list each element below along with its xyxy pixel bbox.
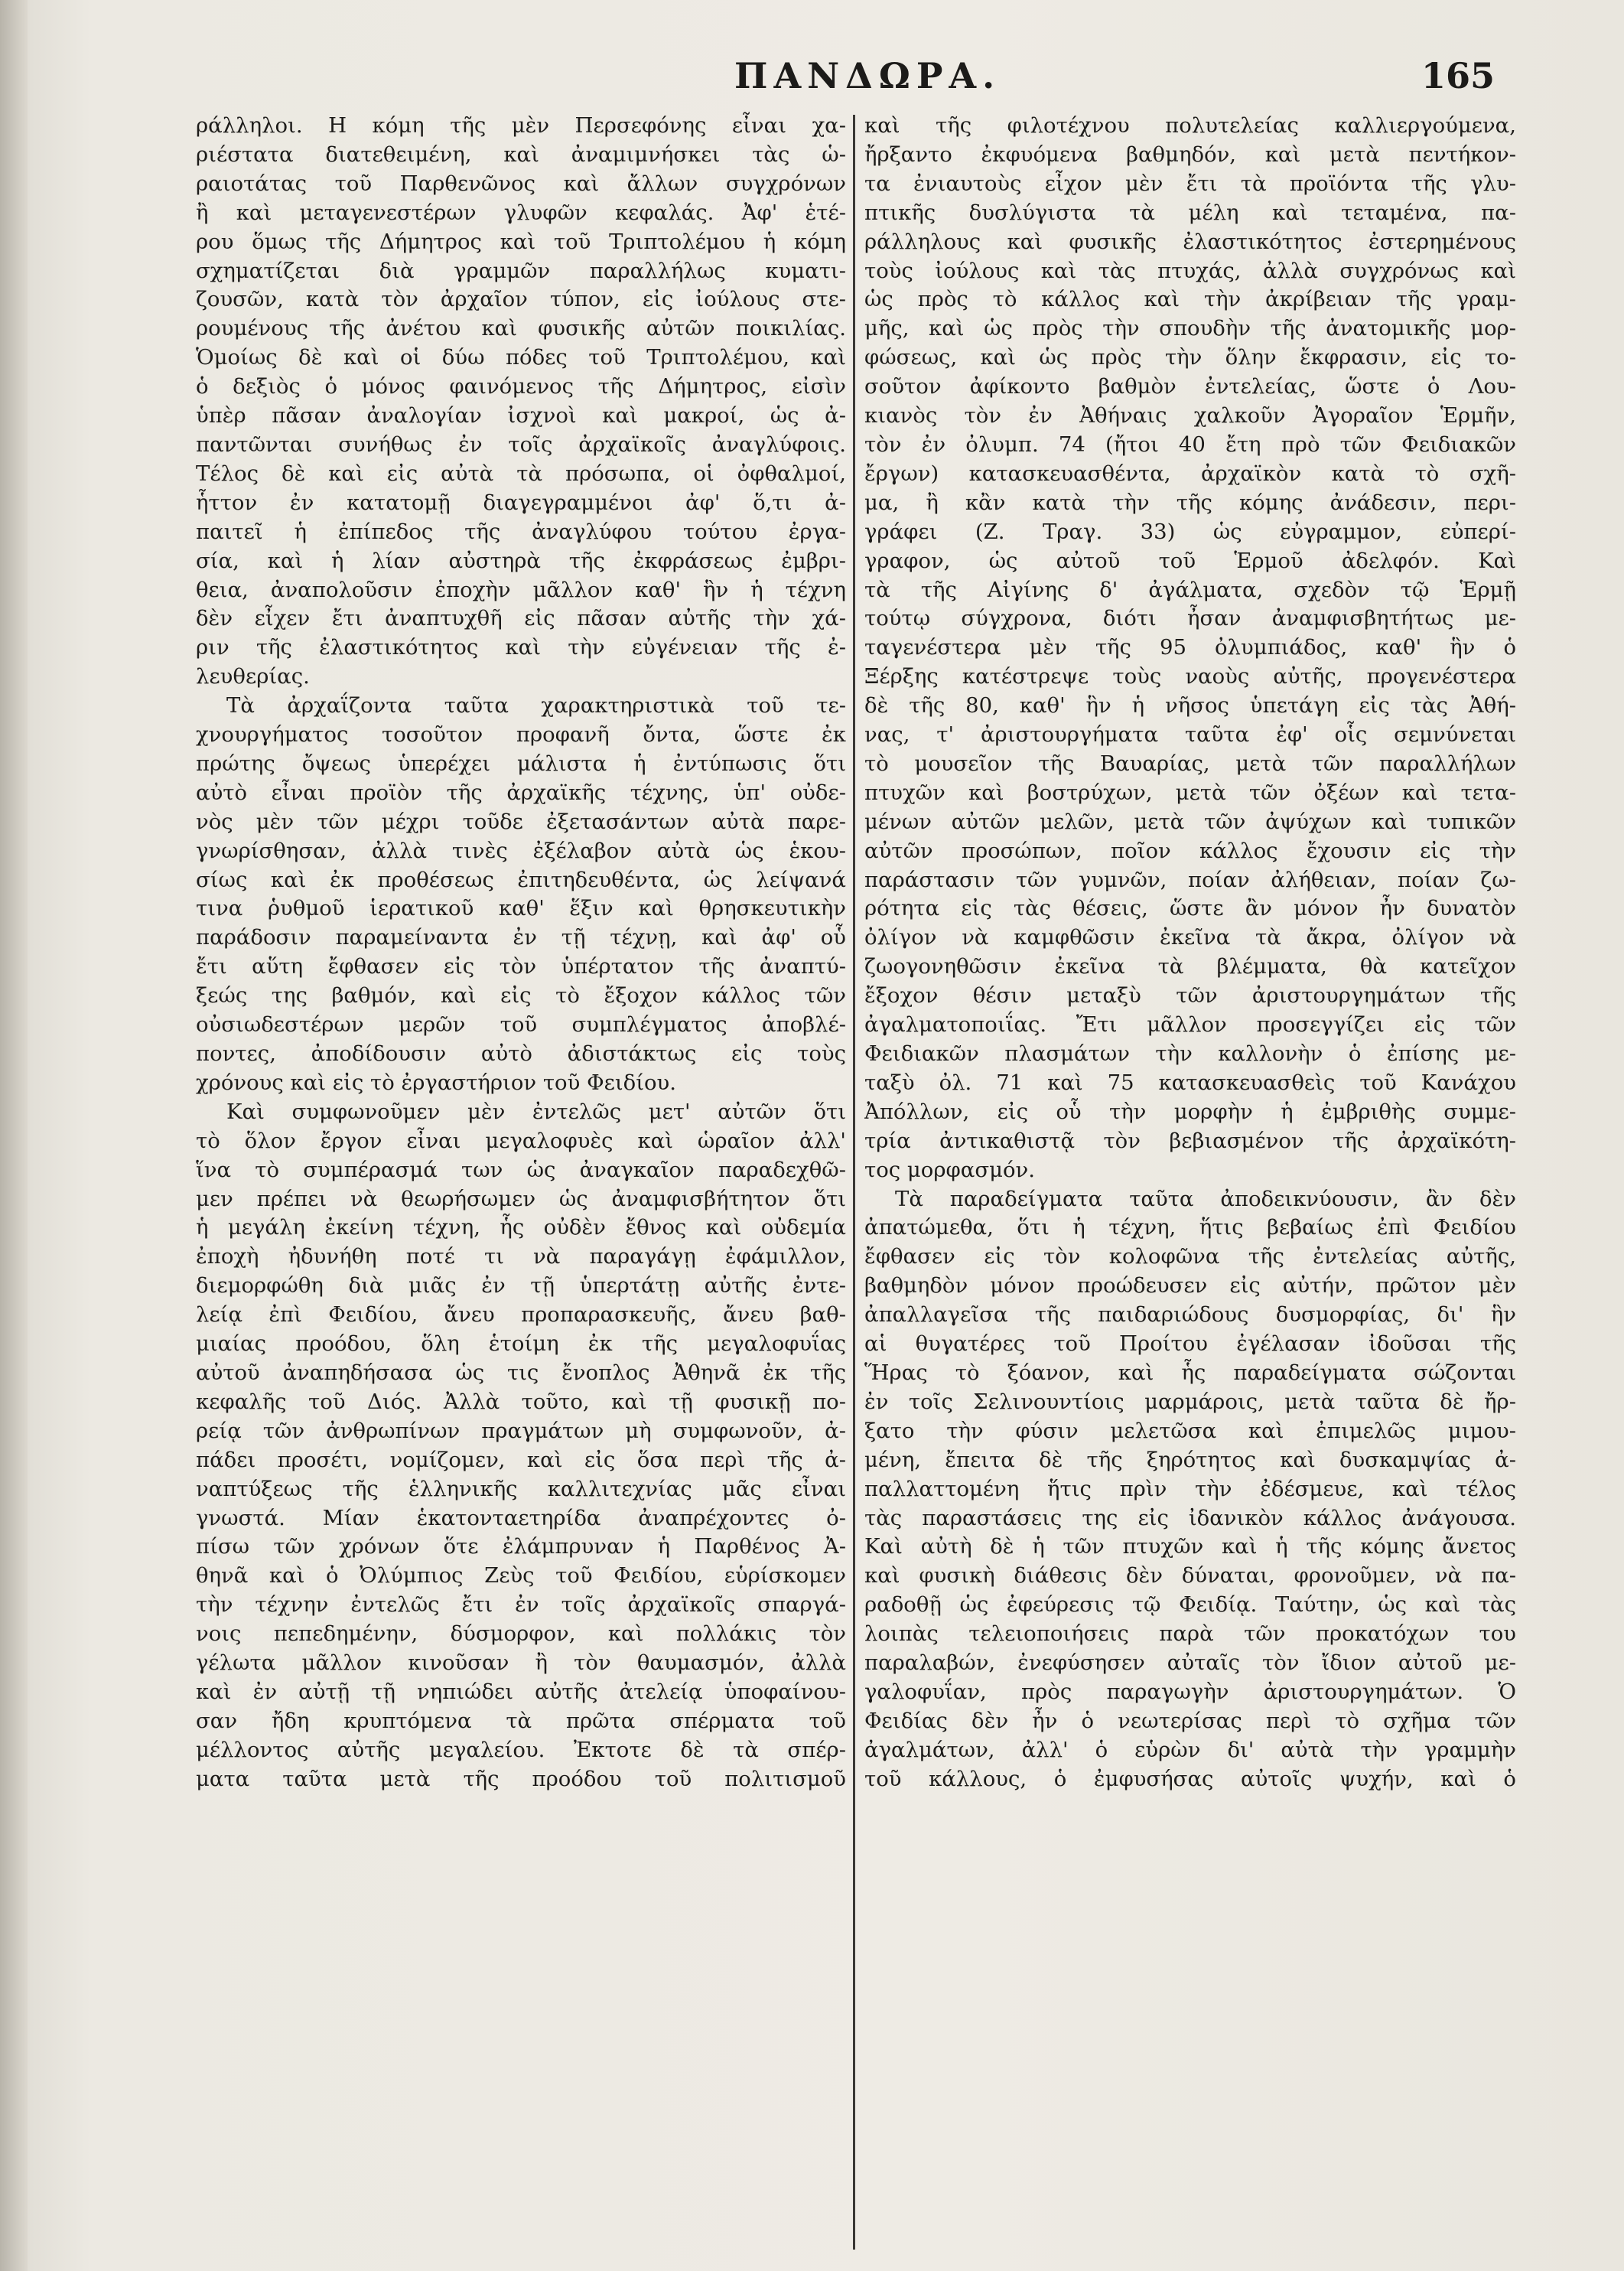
text-line: παράδοσιν παραμείναντα ἐν τῇ τέχνῃ, καὶ ἀφ' οὗ xyxy=(196,925,846,950)
text-line: μένη, ἔπειτα δὲ τῆς ξηρότητος καὶ δυσκαμψίας ἀ- xyxy=(864,1447,1516,1472)
text-line: αὐτὸ εἶναι προϊὸν τῆς ἀρχαϊκῆς τέχνης, ὑπ' οὐδε- xyxy=(196,780,846,805)
text-line: γνωρίσθησαν, ἀλλὰ τινὲς ἐξέλαβον αὐτὰ ὡς ἑκου- xyxy=(196,838,846,863)
text-line: ἀπαλλαγεῖσα τῆς παιδαριώδους δυσμορφίας, δι' ἣν xyxy=(864,1302,1516,1328)
text-line: γράφει (Ζ. Τραγ. 33) ὡς εὐγραμμον, εὐπερί- xyxy=(864,519,1516,544)
text-line: Καὶ αὐτὴ δὲ ἡ τῶν πτυχῶν καὶ ἡ τῆς κόμης ἄνετος xyxy=(864,1534,1516,1559)
text-line: δὲ τῆς 80, καθ' ἣν ἡ νῆσος ὑπετάγη εἰς τὰς Ἀθή- xyxy=(864,693,1516,718)
text-line: νοις πεπεδημένην, δύσμορφον, καὶ πολλάκις τὸν xyxy=(196,1621,846,1647)
text-line: τούτῳ σύγχρονα, διότι ἦσαν ἀναμφισβητήτως με- xyxy=(864,606,1516,631)
text-line: ἤρξαντο ἐκφυόμενα βαθμηδόν, καὶ μετὰ πεντήκον- xyxy=(864,142,1516,167)
text-line: ἐποχὴ ἠδυνήθη ποτέ τι νὰ παραγάγῃ ἐφάμιλλον, xyxy=(196,1244,846,1269)
text-line: βαθμηδὸν μόνον προώδευσεν εἰς αὐτήν, πρῶτον μὲν xyxy=(864,1273,1516,1298)
text-line: κεφαλῆς τοῦ Διός. Ἀλλὰ τοῦτο, καὶ τῇ φυσικῇ πο- xyxy=(196,1389,846,1414)
column-divider xyxy=(853,115,855,2250)
text-line: καὶ φυσικὴ διάθεσις δὲν δύναται, φρονοῦμεν, νὰ πα- xyxy=(864,1563,1516,1588)
text-line: καὶ ἐν αὐτῇ τῇ νηπιώδει αὐτῆς ἀτελείᾳ ὑποφαίνου- xyxy=(196,1679,846,1704)
text-line: σία, καὶ ἡ λίαν αὐστηρὰ τῆς ἐκφράσεως ἐμβρι- xyxy=(196,548,846,573)
text-line: τινα ῥυθμοῦ ἱερατικοῦ καθ' ἕξιν καὶ θρησκευτικὴν xyxy=(196,896,846,921)
text-line: παντῶνται συνήθως ἐν τοῖς ἀρχαϊκοῖς ἀναγλύφοις. xyxy=(196,432,846,457)
left-column xyxy=(196,112,846,2254)
text-line: ἧττον ἐν κατατομῇ διαγεγραμμένοι ἀφ' ὅ,τι ἀ- xyxy=(196,490,846,515)
text-line: μῆς, καὶ ὡς πρὸς τὴν σπουδὴν τῆς ἀνατομικῆς μορ- xyxy=(864,316,1516,341)
text-line: τὸν ἐν ὀλυμπ. 74 (ἤτοι 40 ἔτη πρὸ τῶν Φειδιακῶν xyxy=(864,432,1516,457)
text-line: μεν πρέπει νὰ θεωρήσωμεν ὡς ἀναμφισβήτητον ὅτι xyxy=(196,1186,846,1211)
text-line: ἀγαλμάτων, ἀλλ' ὁ εὑρὼν δι' αὐτὰ τὴν γραμμὴν xyxy=(864,1737,1516,1762)
text-line: ξεώς της βαθμόν, καὶ εἰς τὸ ἔξοχον κάλλος τῶν xyxy=(196,983,846,1008)
text-line: οὐσιωδεστέρων μερῶν τοῦ συμπλέγματος ἀποβλέ- xyxy=(196,1012,846,1038)
text-line: διεμορφώθη διὰ μιᾶς ἐν τῇ ὑπερτάτῃ αὐτῆς ἐντε- xyxy=(196,1273,846,1298)
text-line: ἔφθασεν εἰς τὸν κολοφῶνα τῆς ἐντελείας αὐτῆς, xyxy=(864,1244,1516,1269)
text-line: ὡς πρὸς τὸ κάλλος καὶ τὴν ἀκρίβειαν τῆς γραμ- xyxy=(864,287,1516,312)
text-line: νας, τ' ἀριστουργήματα ταῦτα ἐφ' οἷς σεμνύνεται xyxy=(864,722,1516,748)
text-line: τος μορφασμόν. xyxy=(864,1157,1035,1182)
text-line: παράστασιν τῶν γυμνῶν, ποίαν ἀλήθειαν, ποίαν ζω- xyxy=(864,867,1516,892)
text-line: ράλληλοι. Η κόμη τῆς μὲν Περσεφόνης εἶναι χα- xyxy=(196,113,846,138)
text-line: παλλαττομένη ἥτις πρὶν τὴν ἐδέσμευε, καὶ τέλος xyxy=(864,1476,1516,1501)
text-line: ἔργων) κατασκευασθέντα, ἀρχαϊκὸν κατὰ τὸ σχῆ- xyxy=(864,461,1516,486)
text-line: ζωογονηθῶσιν ἐκεῖνα τὰ βλέμματα, θὰ κατεῖχον xyxy=(864,954,1516,979)
text-line: πάδει προσέτι, νομίζομεν, καὶ εἰς ὅσα περὶ τῆς ἀ- xyxy=(196,1447,846,1472)
text-line: θεια, ἀναπολοῦσιν ἐποχὴν μᾶλλον καθ' ἣν ἡ τέχνη xyxy=(196,577,846,602)
text-line: ἡ μεγάλη ἐκείνη τέχνη, ἧς οὐδὲν ἔθνος καὶ οὐδεμία xyxy=(196,1215,846,1240)
text-line: πρώτης ὄψεως ὑπερέχει μάλιστα ἡ ἐντύπωσις ὅτι xyxy=(196,751,846,776)
text-line: Ξέρξης κατέστρεψε τοὺς ναοὺς αὐτῆς, προγενέστερα xyxy=(864,664,1516,689)
text-line: ρου ὅμως τῆς Δήμητρος καὶ τοῦ Τριπτολέμου ἡ κόμη xyxy=(196,229,846,254)
text-line: λευθερίας. xyxy=(196,664,310,689)
text-line: τὸ ὅλον ἔργον εἶναι μεγαλοφυὲς καὶ ὡραῖον ἀλλ' xyxy=(196,1128,846,1153)
text-line: ριν τῆς ἐλαστικότητος καὶ τὴν εὐγένειαν τῆς ἐ- xyxy=(196,635,846,660)
text-line: κιανὸς τὸν ἐν Ἀθήναις χαλκοῦν Ἀγοραῖον Ἑρμῆν, xyxy=(864,403,1516,428)
text-line: σαν ἤδη κρυπτόμενα τὰ πρῶτα σπέρματα τοῦ xyxy=(196,1708,846,1733)
text-line: ὑπὲρ πᾶσαν ἀναλογίαν ἰσχνοὶ καὶ μακροί, ὡς ἀ- xyxy=(196,403,846,428)
text-line: Τὰ ἀρχαΐζοντα ταῦτα χαρακτηριστικὰ τοῦ τε- xyxy=(226,693,846,718)
text-line: αὐτοῦ ἀναπηδήσασα ὡς τις ἔνοπλος Ἀθηνᾶ ἐκ τῆς xyxy=(196,1360,846,1385)
text-line: ταγενέστερα μὲν τῆς 95 ὀλυμπιάδος, καθ' ἣν ὁ xyxy=(864,635,1516,660)
text-line: ζουσῶν, κατὰ τὸν ἀρχαῖον τύπον, εἰς ἰούλους στε- xyxy=(196,287,846,312)
text-line: ἀπατώμεθα, ὅτι ἡ τέχνη, ἥτις βεβαίως ἐπὶ Φειδίου xyxy=(864,1215,1516,1240)
text-line: τοῦ κάλλους, ὁ ἐμφυσήσας αὐτοῖς ψυχήν, καὶ ὁ xyxy=(864,1766,1516,1791)
text-line: πτυχῶν καὶ βοστρύχων, μετὰ τῶν ὀξέων καὶ τετα- xyxy=(864,780,1516,805)
text-line: χρόνους καὶ εἰς τὸ ἐργαστήριον τοῦ Φειδίου. xyxy=(196,1070,677,1095)
text-line: ἢ καὶ μεταγενεστέρων γλυφῶν κεφαλάς. Ἀφ' ἑτέ- xyxy=(196,200,846,225)
text-line: τὴν τέχνην ἐντελῶς ἔτι ἐν τοῖς ἀρχαϊκοῖς σπαργά- xyxy=(196,1592,846,1618)
text-line: τρία ἀντικαθιστᾷ τὸν βεβιασμένον τῆς ἀρχαϊκότη- xyxy=(864,1128,1516,1153)
text-line: Καὶ συμφωνοῦμεν μὲν ἐντελῶς μετ' αὐτῶν ὅτι xyxy=(226,1099,846,1124)
text-line: ὀλίγον νὰ καμφθῶσιν ἐκεῖνα τὰ ἄκρα, ὀλίγον νὰ xyxy=(864,925,1516,950)
running-title: ΠΑΝΔΩΡΑ. xyxy=(734,55,1001,96)
text-line: Τέλος δὲ καὶ εἰς αὐτὰ τὰ πρόσωπα, οἱ ὀφθαλμοί, xyxy=(196,461,846,486)
text-line: ρουμένους τῆς ἀνέτου καὶ φυσικῆς αὐτῶν ποικιλίας. xyxy=(196,316,846,341)
text-line: ραδοθῇ ὡς ἐφεύρεσις τῷ Φειδίᾳ. Ταύτην, ὡς καὶ τὰς xyxy=(864,1592,1516,1618)
text-line: τα ἐνιαυτοὺς εἶχον μὲν ἔτι τὰ προϊόντα τῆς γλυ- xyxy=(864,171,1516,196)
text-line: ταξὺ ὀλ. 71 καὶ 75 κατασκευασθεὶς τοῦ Κανάχου xyxy=(864,1070,1516,1095)
text-line: τὸ μουσεῖον τῆς Βαυαρίας, μετὰ τῶν παραλλήλων xyxy=(864,751,1516,776)
text-line: ματα ταῦτα μετὰ τῆς προόδου τοῦ πολιτισμοῦ xyxy=(196,1766,846,1791)
text-line: γνωστά. Μίαν ἑκατονταετηρίδα ἀναπρέχοντες ὀ- xyxy=(196,1505,846,1530)
text-line: ξατο τὴν φύσιν μελετῶσα καὶ ἐπιμελῶς μιμου- xyxy=(864,1418,1516,1443)
text-line: ραιοτάτας τοῦ Παρθενῶνος καὶ ἄλλων συγχρόνων xyxy=(196,171,846,196)
text-line: ὁ δεξιὸς ὁ μόνος φαινόμενος τῆς Δήμητρος, εἰσὶν xyxy=(196,374,846,399)
text-line: ναπτύξεως τῆς ἑλληνικῆς καλλιτεχνίας μᾶς εἶναι xyxy=(196,1476,846,1501)
text-line: παραλαβών, ἐνεφύσησεν αὐταῖς τὸν ἴδιον αὐτοῦ με- xyxy=(864,1650,1516,1676)
right-column xyxy=(864,112,1516,2254)
text-line: λοιπὰς τελειοποιήσεις παρὰ τῶν προκατόχων του xyxy=(864,1621,1516,1647)
text-line: ἔτι αὕτη ἔφθασεν εἰς τὸν ὑπέρτατον τῆς ἀναπτύ- xyxy=(196,954,846,979)
text-line: ποντες, ἀποδίδουσιν αὐτὸ ἀδιστάκτως εἰς τοὺς xyxy=(196,1041,846,1066)
text-line: πίσω τῶν χρόνων ὅτε ἐλάμπρυναν ἡ Παρθένος Ἀ- xyxy=(196,1534,846,1559)
text-line: θηνᾶ καὶ ὁ Ὀλύμπιος Ζεὺς τοῦ Φειδίου, εὑρίσκομεν xyxy=(196,1563,846,1588)
text-line: λείᾳ ἐπὶ Φειδίου, ἄνευ προπαρασκευῆς, ἄνευ βαθ- xyxy=(196,1302,846,1328)
text-line: μένων αὐτῶν μελῶν, μετὰ τῶν ἀψύχων καὶ τυπικῶν xyxy=(864,809,1516,834)
text-line: αἱ θυγατέρες τοῦ Προίτου ἐγέλασαν ἰδοῦσαι τῆς xyxy=(864,1331,1516,1357)
text-line: γραφον, ὡς αὐτοῦ τοῦ Ἑρμοῦ ἀδελφόν. Καὶ xyxy=(864,548,1516,573)
text-line: μα, ἢ κἂν κατὰ τὴν τῆς κόμης ἀνάδεσιν, περι- xyxy=(864,490,1516,515)
text-line: ἀγαλματοποιΐας. Ἔτι μᾶλλον προσεγγίζει εἰς τῶν xyxy=(864,1012,1516,1038)
text-line: γαλοφυΐαν, πρὸς παραγωγὴν ἀριστουργημάτων. Ὁ xyxy=(864,1679,1516,1704)
text-line: αὐτῶν προσώπων, ποῖον κάλλος ἔχουσιν εἰς τὴν xyxy=(864,838,1516,863)
text-line: ράλληλους καὶ φυσικῆς ἐλαστικότητος ἐστερημένους xyxy=(864,229,1516,254)
text-line: νὸς μὲν τῶν μέχρι τοῦδε ἐξετασάντων αὐτὰ παρε- xyxy=(196,809,846,834)
text-line: Φειδίας δὲν ἦν ὁ νεωτερίσας περὶ τὸ σχῆμα τῶν xyxy=(864,1708,1516,1733)
text-line: τὰ τῆς Αἰγίνης δ' ἀγάλματα, σχεδὸν τῷ Ἑρμῇ xyxy=(864,577,1516,602)
text-line: ἔξοχον θέσιν μεταξὺ τῶν ἀριστουργημάτων τῆς xyxy=(864,983,1516,1008)
text-line: Φειδιακῶν πλασμάτων τὴν καλλονὴν ὁ ἐπίσης με- xyxy=(864,1041,1516,1066)
text-line: μιαίας προόδου, ὅλη ἑτοίμη ἐκ τῆς μεγαλοφυΐας xyxy=(196,1331,846,1357)
text-line: σοῦτον ἀφίκοντο βαθμὸν ἐντελείας, ὥστε ὁ Λου- xyxy=(864,374,1516,399)
text-line: χνουργήματος τοσοῦτον προφανῆ ὄντα, ὥστε ἐκ xyxy=(196,722,846,748)
text-line: φώσεως, καὶ ὡς πρὸς τὴν ὅλην ἔκφρασιν, εἰς το- xyxy=(864,345,1516,370)
text-line: Ἥρας τὸ ξόανον, καὶ ἧς παραδείγματα σώζονται xyxy=(864,1360,1516,1385)
text-line: Τὰ παραδείγματα ταῦτα ἀποδεικνύουσιν, ἂν δὲν xyxy=(895,1186,1516,1211)
text-line: ἐν τοῖς Σελινουντίοις μαρμάροις, μετὰ ταῦτα δὲ ἤρ- xyxy=(864,1389,1516,1414)
text-line: γέλωτα μᾶλλον κινοῦσαν ἢ τὸν θαυμασμόν, ἀλλὰ xyxy=(196,1650,846,1676)
text-line: ρότητα εἰς τὰς θέσεις, ὥστε ἂν μόνον ἦν δυνατὸν xyxy=(864,896,1516,921)
text-line: τὰς παραστάσεις της εἰς ἰδανικὸν κάλλος ἀνάγουσα. xyxy=(864,1505,1516,1530)
text-line: Ἀπόλλων, εἰς οὗ τὴν μορφὴν ἡ ἐμβριθὴς συμμε- xyxy=(864,1099,1516,1124)
text-line: ρείᾳ τῶν ἀνθρωπίνων πραγμάτων μὴ συμφωνοῦν, ἀ- xyxy=(196,1418,846,1443)
text-line: ἵνα τὸ συμπέρασμά των ὡς ἀναγκαῖον παραδεχθῶ- xyxy=(196,1157,846,1182)
binding-shadow xyxy=(0,0,28,2271)
text-line: σίως καὶ ἐκ προθέσεως ἐπιτηδευθέντα, ὡς λείψανά xyxy=(196,867,846,892)
text-line: σχηματίζεται διὰ γραμμῶν παραλλήλως κυματι- xyxy=(196,258,846,283)
text-line: ριέστατα διατεθειμένη, καὶ ἀναμιμνήσκει τὰς ὡ- xyxy=(196,142,846,167)
text-line: παιτεῖ ἡ ἐπίπεδος τῆς ἀναγλύφου τούτου ἐργα- xyxy=(196,519,846,544)
text-line: τοὺς ἰούλους καὶ τὰς πτυχάς, ἀλλὰ συγχρόνως καὶ xyxy=(864,258,1516,283)
text-line: πτικῆς δυσλύγιστα τὰ μέλη καὶ τεταμένα, πα- xyxy=(864,200,1516,225)
text-line: Ὁμοίως δὲ καὶ οἱ δύω πόδες τοῦ Τριπτολέμου, καὶ xyxy=(196,345,846,370)
text-line: μέλλοντος αὐτῆς μεγαλείου. Ἐκτοτε δὲ τὰ σπέρ- xyxy=(196,1737,846,1762)
page-header xyxy=(0,55,1624,101)
text-line: δὲν εἶχεν ἔτι ἀναπτυχθῆ εἰς πᾶσαν αὐτῆς τὴν χά- xyxy=(196,606,846,631)
text-line: καὶ τῆς φιλοτέχνου πολυτελείας καλλιεργούμενα, xyxy=(864,113,1516,138)
page-number: 165 xyxy=(1421,55,1495,96)
